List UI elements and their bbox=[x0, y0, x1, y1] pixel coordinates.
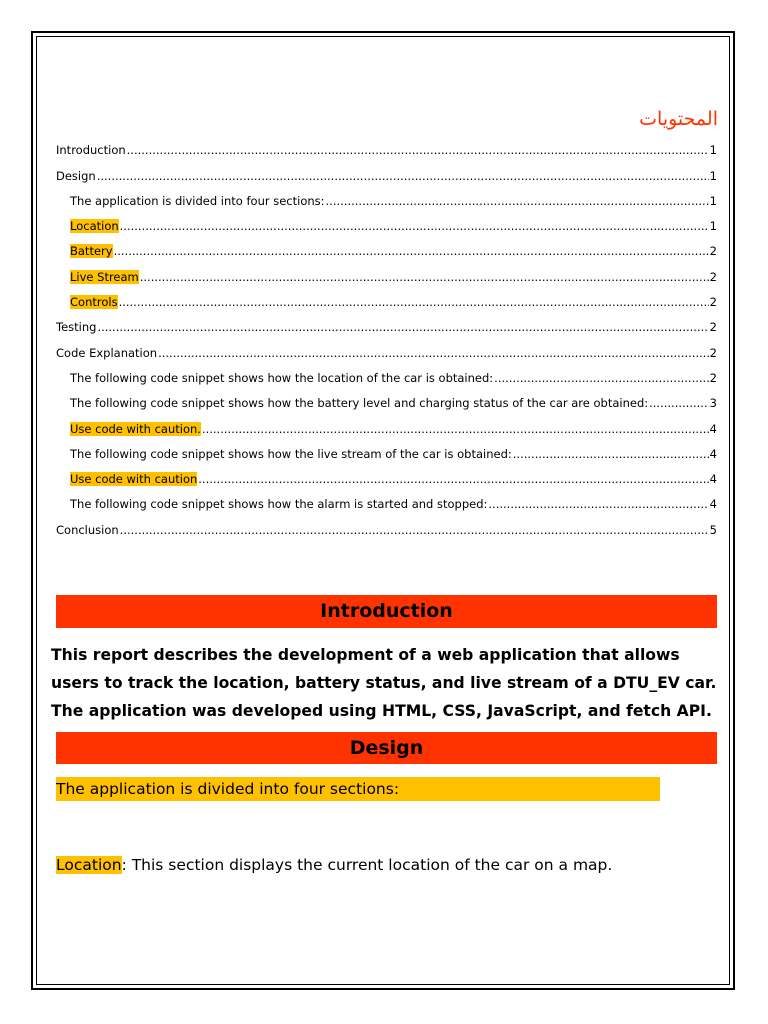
toc-entry-title: Conclusion bbox=[56, 522, 119, 537]
location-paragraph bbox=[56, 853, 612, 877]
location-description: : This section displays the current location of the car on a map. bbox=[121, 856, 613, 874]
toc-dot-leader bbox=[198, 472, 708, 486]
toc-dot-leader bbox=[97, 320, 708, 334]
toc-entry[interactable] bbox=[56, 132, 717, 157]
toc-entry-page: 2 bbox=[709, 370, 717, 385]
toc-entry-page: 2 bbox=[709, 244, 717, 259]
toc-entry-title: The following code snippet shows how the battery level and charging status of the car are obtained: bbox=[70, 396, 649, 411]
toc-dot-leader bbox=[158, 346, 709, 360]
toc-entry-title: The following code snippet shows how the live stream of the car is obtained: bbox=[70, 446, 512, 461]
toc-entry-page: 2 bbox=[709, 269, 717, 284]
toc-entry-page: 2 bbox=[709, 345, 717, 360]
toc-entry-page: 3 bbox=[709, 396, 717, 411]
sections-intro-text: The application is divided into four sections: bbox=[56, 777, 660, 801]
toc-entry[interactable] bbox=[56, 284, 717, 309]
toc-entry-page: 1 bbox=[709, 193, 717, 208]
toc-dot-leader bbox=[127, 143, 709, 157]
toc-entry-page: 4 bbox=[709, 472, 717, 487]
toc-entry[interactable] bbox=[56, 334, 717, 359]
toc-entry[interactable] bbox=[56, 385, 717, 410]
toc-entry-page: 4 bbox=[709, 497, 717, 512]
introduction-paragraph: This report describes the development of a web application that allows users to track the location, battery status, and live stream of a DTU_EV car. The application was developed using HTML, CSS, JavaScript, and fetch API. bbox=[51, 646, 717, 720]
toc-entry[interactable] bbox=[56, 183, 717, 208]
toc-dot-leader bbox=[488, 497, 708, 511]
toc-entry[interactable] bbox=[56, 410, 717, 435]
toc-entry-title: Testing bbox=[56, 320, 97, 335]
toc-entry[interactable] bbox=[56, 233, 717, 258]
toc-dot-leader bbox=[649, 396, 709, 410]
toc-entry[interactable] bbox=[56, 360, 717, 385]
toc-entry-page: 1 bbox=[709, 168, 717, 183]
toc-entry-title: Controls bbox=[70, 295, 118, 310]
toc-entry-page: 1 bbox=[709, 219, 717, 234]
introduction-heading: Introduction bbox=[56, 595, 717, 628]
toc-dot-leader bbox=[513, 447, 709, 461]
toc-entry-title: Live Stream bbox=[70, 269, 139, 284]
toc-entry[interactable] bbox=[56, 258, 717, 283]
toc-dot-leader bbox=[202, 422, 709, 436]
toc-entry[interactable] bbox=[56, 461, 717, 486]
toc-entry[interactable] bbox=[56, 208, 717, 233]
toc-entry-title: Use code with caution bbox=[70, 472, 198, 487]
toc-entry-page: 1 bbox=[709, 143, 717, 158]
toc-dot-leader bbox=[97, 169, 709, 183]
toc-dot-leader bbox=[120, 523, 709, 537]
location-label: Location bbox=[56, 856, 122, 874]
toc-entry-title: Code Explanation bbox=[56, 345, 158, 360]
design-heading: Design bbox=[56, 732, 717, 764]
toc-entry-title: The following code snippet shows how the location of the car is obtained: bbox=[70, 370, 494, 385]
toc-entry[interactable] bbox=[56, 436, 717, 461]
toc-entry[interactable] bbox=[56, 511, 717, 536]
toc-heading: المحتويات bbox=[639, 108, 718, 130]
toc-dot-leader bbox=[140, 270, 709, 284]
toc-dot-leader bbox=[119, 295, 709, 309]
toc-entry[interactable] bbox=[56, 157, 717, 182]
toc-dot-leader bbox=[114, 244, 709, 258]
toc-entry[interactable] bbox=[56, 309, 717, 334]
toc-entry[interactable] bbox=[56, 486, 717, 511]
toc-entry-title: The following code snippet shows how the alarm is started and stopped: bbox=[70, 497, 488, 512]
toc-entry-title: Introduction bbox=[56, 143, 126, 158]
toc-entry-page: 2 bbox=[709, 320, 717, 335]
toc-entry-page: 5 bbox=[709, 522, 717, 537]
toc-entry-page: 4 bbox=[709, 421, 717, 436]
toc-entry-title: The application is divided into four sections: bbox=[70, 193, 325, 208]
toc-dot-leader bbox=[326, 194, 709, 208]
toc-dot-leader bbox=[494, 371, 709, 385]
toc-entry-title: Use code with caution. bbox=[70, 421, 201, 436]
toc-entry-page: 4 bbox=[709, 446, 717, 461]
toc-entry-page: 2 bbox=[709, 295, 717, 310]
toc-entry-title: Design bbox=[56, 168, 96, 183]
toc-dot-leader bbox=[120, 219, 709, 233]
toc-entry-title: Battery bbox=[70, 244, 113, 259]
toc-entry-title: Location bbox=[70, 219, 119, 234]
table-of-contents bbox=[56, 132, 717, 537]
